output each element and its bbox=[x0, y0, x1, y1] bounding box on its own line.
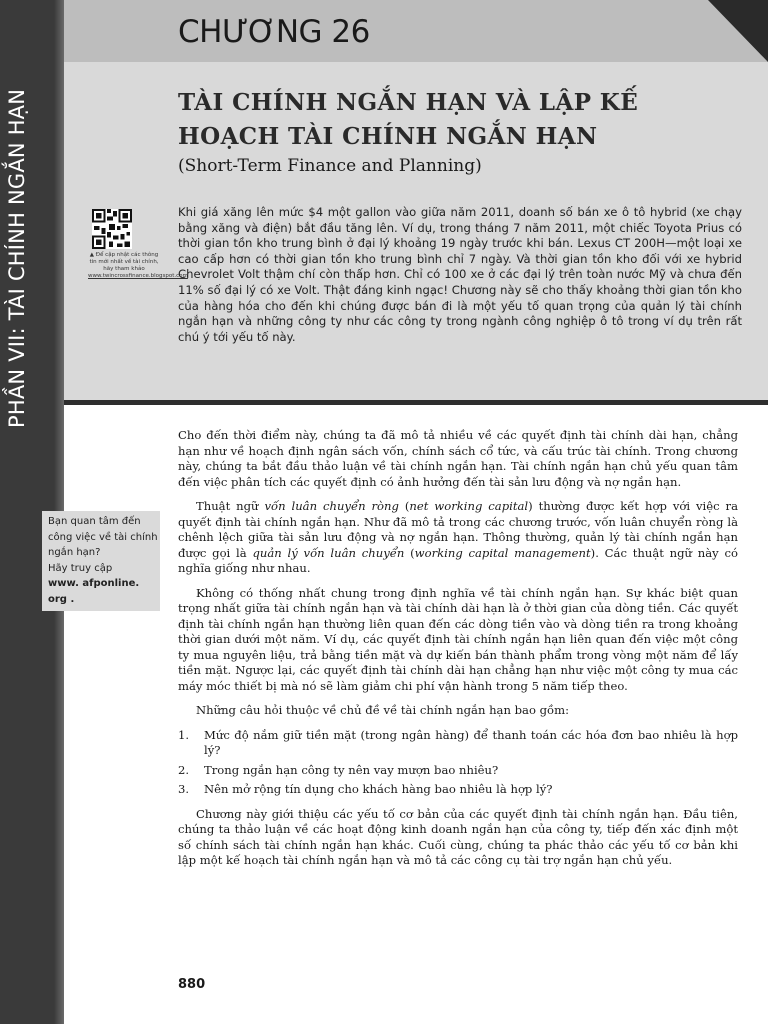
list-text: Trong ngắn hạn công ty nên vay mượn bao nhiêu? bbox=[204, 762, 499, 777]
p2-text-e: ). Các thuật ngữ này có nghĩa giống như nhau. bbox=[178, 545, 738, 575]
corner-decoration bbox=[708, 0, 768, 62]
list-item bbox=[178, 763, 738, 779]
qr-code-icon bbox=[92, 209, 132, 249]
qr-caption-text: ▲ Để cập nhật các thông tin mới nhất về tài chính, hãy tham khảo bbox=[89, 252, 159, 272]
body-paragraph-5: Chương này giới thiệu các yếu tố cơ bản của các quyết định tài chính ngắn hạn. Đầu tiên, chúng ta thảo luận về các hoạt động kinh doanh ngắn hạn của công ty, tiếp đến xác định một số chính sách tài chính ngắn hạn khác. Cuối cùng, chúng ta phác thảo các yếu tố cơ bản khi lập một kế hoạch tài chính ngắn hạn và mô tả các công cụ tài trợ ngắn hạn chủ yếu. bbox=[178, 806, 738, 867]
chapter-intro-paragraph: Khi giá xăng lên mức $4 một gallon vào giữa năm 2011, doanh số bán xe ô tô hybrid (xe chạy bằng xăng và điện) bắt đầu tăng lên. Ví dụ, trong tháng 7 năm 2011, một chiếc Toyota Prius có thời gian tồn kho trung bình ở đại lý khoảng 19 ngày trước khi bán. Lexus CT 200H—một loại xe cao cấp hơn có thời gian tồn kho trung bình chỉ 7 ngày. Và thời gian tồn kho đối với xe hybrid Chevrolet Volt thậm chí còn thấp hơn. Chỉ có 100 xe ở các đại lý trên toàn nước Mỹ và chưa đến 11% số đại lý có xe Volt. Thật đáng kinh ngạc! Chương này sẽ cho thấy khoảng thời gian tồn kho của hàng hóa cho đến khi chúng được bán đi là một yếu tố quan trọng của quản lý tài chính ngắn hạn và những công ty như các công ty trong ngành công nghiệp ô tô trong ví dụ trên rất chú ý tới yếu tố này. bbox=[178, 205, 742, 344]
margin-note-url-part-2[interactable]: org . bbox=[48, 593, 75, 605]
list-number: 1. bbox=[178, 727, 190, 742]
list-item bbox=[178, 782, 738, 798]
chapter-header-bar bbox=[64, 0, 768, 62]
chapter-label: CHƯƠNG 26 bbox=[178, 14, 370, 50]
p2-text-d: ( bbox=[404, 545, 415, 560]
list-item bbox=[178, 728, 738, 759]
header-divider bbox=[64, 400, 768, 405]
p2-text-c: ) thường được kết hợp với việc ra quyết định tài chính ngắn hạn. Như đã mô tả trong các chương trước, vốn luân chuyển ròng là chênh lệch giữa tài sản lưu động và nợ ngắn hạn. Thông thường, quản lý tài chính ngắn hạn được gọi là bbox=[178, 499, 738, 560]
body-paragraph-3: Không có thống nhất chung trong định nghĩa về tài chính ngắn hạn. Sự khác biệt quan trọng nhất giữa tài chính ngắn hạn và tài chính dài hạn là ở thời gian của dòng tiền. Các quyết định tài chính ngắn hạn thường liên quan đến các dòng tiền vào và dòng tiền ra trong khoảng thời gian dưới một năm. Ví dụ, các quyết định tài chính ngắn hạn liên quan đến việc một công ty mua nguyên liệu, trả bằng tiền mặt và dự kiến bán thành phẩm trong vòng một năm để lấy tiền mặt. Ngược lại, các quyết định tài chính dài hạn chẳng hạn như việc một công ty mua các máy móc thiết bị mà nó sẽ làm giảm chi phí vận hành trong 5 năm tiếp theo. bbox=[178, 585, 738, 693]
chapter-subtitle: (Short-Term Finance and Planning) bbox=[178, 156, 482, 176]
chapter-title-line-2: HOẠCH TÀI CHÍNH NGẮN HẠN bbox=[178, 123, 598, 150]
part-label: PHẦN VII: TÀI CHÍNH NGẮN HẠN bbox=[5, 88, 29, 428]
margin-note-url-part-1[interactable]: www. afponline. bbox=[48, 578, 140, 589]
body-paragraph-1: Cho đến thời điểm này, chúng ta đã mô tả nhiều về các quyết định tài chính dài hạn, chẳng hạn như về hoạch định ngân sách vốn, chính sách cổ tức, và cấu trúc tài chính. Trong chương này, chúng ta bắt đầu thảo luận về tài chính ngắn hạn. Tài chính ngắn hạn chủ yếu quan tâm đến việc phân tích các quyết định có ảnh hưởng đến tài sản lưu động và nợ ngắn hạn. bbox=[178, 428, 738, 489]
list-text: Nên mở rộng tín dụng cho khách hàng bao nhiêu là hợp lý? bbox=[204, 782, 553, 796]
list-text: Mức độ nắm giữ tiền mặt (trong ngân hàng) để thanh toán các hóa đơn bao nhiêu là hợp lý? bbox=[204, 727, 738, 757]
chapter-title-line-1: TÀI CHÍNH NGẮN HẠN VÀ LẬP KẾ bbox=[178, 89, 639, 116]
p2-text-b: ( bbox=[398, 499, 410, 513]
margin-note-question: Bạn quan tâm đến công việc về tài chính ngắn hạn? bbox=[48, 516, 158, 558]
list-number: 3. bbox=[178, 782, 190, 796]
term-net-working-capital-vi: vốn luân chuyển ròng bbox=[264, 499, 399, 513]
margin-note bbox=[48, 514, 160, 607]
qr-caption bbox=[88, 252, 188, 280]
term-working-capital-management-vi: quản lý vốn luân chuyển bbox=[252, 545, 405, 560]
page-number: 880 bbox=[178, 977, 206, 992]
margin-note-prompt: Hãy truy cập bbox=[48, 562, 113, 574]
term-net-working-capital-en: net working capital bbox=[409, 499, 529, 513]
qr-caption-link[interactable]: www.twincrossfinance.blogspot.com bbox=[88, 273, 188, 279]
chapter-title bbox=[178, 86, 738, 154]
body-paragraph-4: Những câu hỏi thuộc về chủ đề về tài chính ngắn hạn bao gồm: bbox=[196, 703, 570, 717]
question-list bbox=[178, 728, 738, 798]
term-working-capital-management-en: working capital management bbox=[414, 545, 591, 560]
body-text bbox=[178, 428, 738, 878]
p2-text-a: Thuật ngữ bbox=[196, 499, 265, 513]
body-paragraph-2 bbox=[178, 499, 738, 577]
list-number: 2. bbox=[178, 762, 190, 777]
